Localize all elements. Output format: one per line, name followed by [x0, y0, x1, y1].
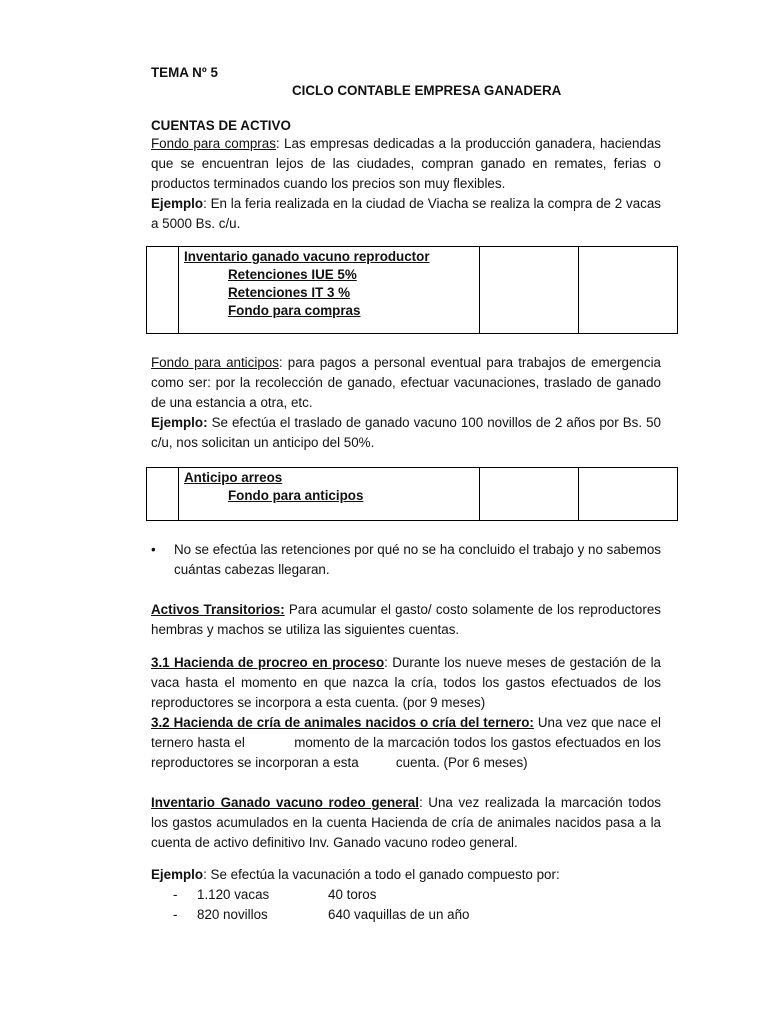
text-ejemplo-2: Se efectúa el traslado de ganado vacuno 100 novillos de 2 años por Bs. 50 c/u, nos solicitan un anticipo del 50%.: [151, 415, 661, 450]
text-ejemplo-1: : En la feria realizada en la ciudad de Viacha se realiza la compra de 2 vacas a 5000 Bs. c/u.: [151, 196, 661, 231]
label-ejemplo-3: Ejemplo: [151, 867, 204, 882]
text-item-3-1: : Durante los nueve meses de gestación de la vaca hasta el momento en que nazca la cría, todos los gastos efectuados de los reproductores se incorpora a esta cuenta. (por 9 meses): [151, 655, 661, 710]
bullet-symbol: •: [151, 542, 156, 557]
list-dash: -: [173, 887, 178, 902]
list-item: [173, 885, 377, 905]
heading-activos-transitorios: Activos Transitorios:: [151, 602, 285, 617]
table1-account: Fondo para compras: [228, 303, 361, 318]
text-fondo-compras: : Las empresas dedicadas a la producción ganadera, haciendas que se encuentran lejos de las ciudades, compran ganado en remates, ferias o productos terminados cuando los precios son muy flexibles.: [151, 136, 661, 191]
table2-account: Anticipo arreos: [184, 470, 283, 485]
page-title: CICLO CONTABLE EMPRESA GANADERA: [292, 83, 562, 98]
paragraph-fondo-anticipos: [151, 353, 661, 453]
list-value-b: 640 vaquillas de un año: [328, 907, 470, 922]
paragraph-activos-transitorios: [151, 600, 661, 640]
journal-table-anticipos: [146, 467, 678, 521]
heading-item-3-2: 3.2 Hacienda de cría de animales nacidos o cría del ternero:: [151, 715, 534, 730]
table1-account: Inventario ganado vacuno reproductor: [184, 249, 430, 264]
bullet-item: [151, 540, 661, 580]
text-activos-transitorios: Para acumular el gasto/ costo solamente de los reproductores hembras y machos se utiliza las siguientes cuentas.: [151, 602, 661, 637]
table1-account: Retenciones IT 3 %: [228, 285, 351, 300]
heading-fondo-anticipos: Fondo para anticipos: [151, 355, 279, 370]
table1-col-number: [147, 247, 179, 334]
list-dash: -: [173, 907, 178, 922]
table1-account: Retenciones IUE 5%: [228, 267, 357, 282]
heading-item-3-1: 3.1 Hacienda de procreo en proceso: [151, 655, 385, 670]
list-value-b: 40 toros: [328, 887, 377, 902]
heading-inventario-rodeo: Inventario Ganado vacuno rodeo general: [151, 795, 419, 810]
list-value-a: 1.120 vacas: [197, 887, 270, 902]
text-ejemplo-3: : Se efectúa la vacunación a todo el ganado compuesto por:: [203, 867, 560, 882]
tema-number: TEMA Nº 5: [151, 65, 218, 80]
text-fondo-anticipos: : para pagos a personal eventual para trabajos de emergencia como ser: por la recolección de ganado, efectuar vacunaciones, traslado de ganado de una estancia a otra, etc.: [151, 355, 661, 410]
label-ejemplo-2: Ejemplo:: [151, 415, 208, 430]
heading-fondo-compras: Fondo para compras: [151, 136, 276, 151]
paragraph-fondo-compras: [151, 134, 661, 234]
paragraph-hacienda-cria: [151, 713, 665, 773]
list-item: [173, 905, 470, 925]
table2-col-credit: [579, 468, 678, 521]
text-item-3-2: Una vez que nace el ternero hasta el momento de la marcación todos los gastos efectuados en los reproductores se incorporan a esta cuenta. (Por 6 meses): [151, 715, 665, 770]
paragraph-hacienda-procreo: [151, 653, 661, 713]
table1-col-debit: [480, 247, 579, 334]
label-ejemplo-1: Ejemplo: [151, 196, 204, 211]
paragraph-ejemplo-final: [151, 865, 661, 885]
list-value-a: 820 novillos: [197, 907, 268, 922]
table2-col-number: [147, 468, 179, 521]
section-heading-activo: CUENTAS DE ACTIVO: [151, 118, 291, 133]
table2-account: Fondo para anticipos: [228, 488, 364, 503]
table2-col-debit: [480, 468, 579, 521]
table1-col-credit: [579, 247, 678, 334]
text-inventario-rodeo: : Una vez realizada la marcación todos los gastos acumulados en la cuenta Hacienda de cría de animales nacidos pasa a la cuenta de activo definitivo Inv. Ganado vacuno rodeo general.: [151, 795, 661, 850]
paragraph-inventario-rodeo: [151, 793, 661, 853]
table1-col-accounts: [179, 247, 480, 334]
table2-col-accounts: [179, 468, 480, 521]
bullet-text: No se efectúa las retenciones por qué no se ha concluido el trabajo y no sabemos cuántas cabezas llegaran.: [174, 542, 661, 577]
journal-table-compras: [146, 246, 678, 334]
